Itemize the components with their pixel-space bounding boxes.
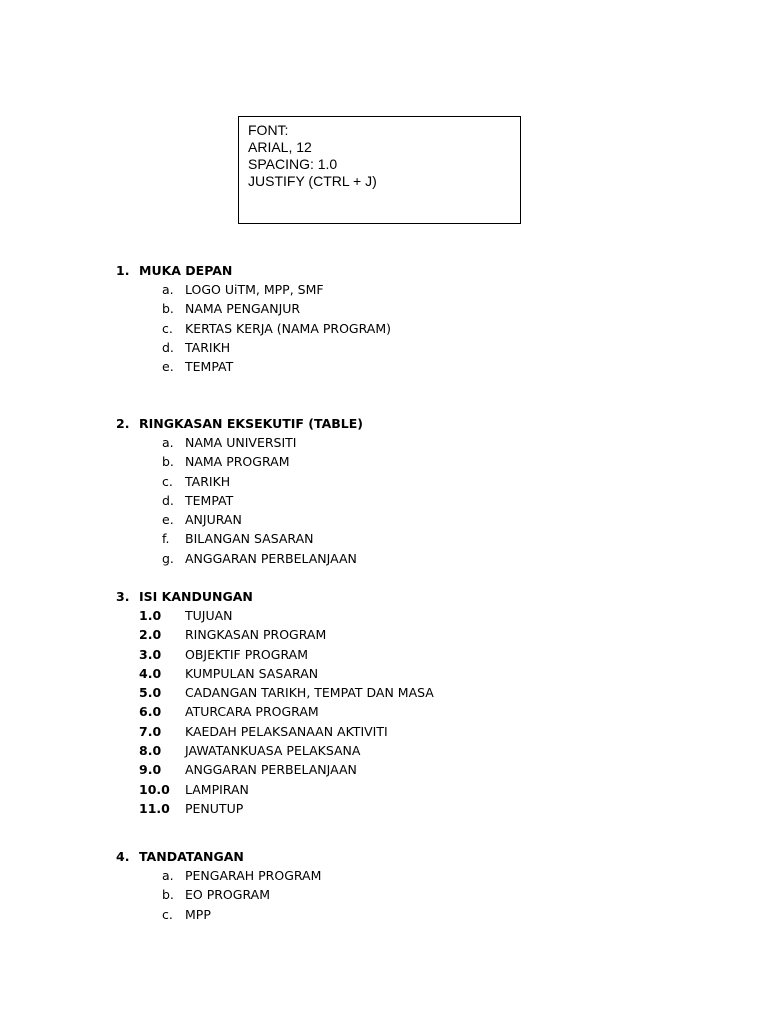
item-text: OBJEKTIF PROGRAM xyxy=(185,646,308,662)
section-title: ISI KANDUNGAN xyxy=(139,589,253,604)
section-heading xyxy=(0,847,768,866)
item-label: g. xyxy=(162,550,174,566)
item-text: LAMPIRAN xyxy=(185,781,249,797)
list-item xyxy=(0,885,768,904)
item-text: RINGKASAN PROGRAM xyxy=(185,627,327,643)
item-label: c. xyxy=(162,473,173,489)
item-text: KERTAS KERJA (NAMA PROGRAM) xyxy=(185,320,391,336)
item-label: d. xyxy=(162,339,174,355)
font-box-line: FONT: xyxy=(248,122,289,138)
item-text: ANGGARAN PERBELANJAAN xyxy=(185,550,357,566)
list-item xyxy=(0,319,768,338)
list-item xyxy=(0,299,768,318)
item-text: TARIKH xyxy=(185,339,231,355)
section-tandatangan xyxy=(0,847,768,924)
item-label: 10.0 xyxy=(139,781,170,797)
item-text: JAWATANKUASA PELAKSANA xyxy=(185,743,361,759)
item-label: a. xyxy=(162,868,174,883)
font-box-line: ARIAL, 12 xyxy=(248,139,312,155)
item-text: TEMPAT xyxy=(185,492,234,508)
item-label: a. xyxy=(162,435,174,450)
list-item xyxy=(0,722,768,741)
item-label: b. xyxy=(162,454,174,470)
section-number: 1. xyxy=(116,263,130,278)
section-number: 2. xyxy=(116,416,130,431)
item-text: TARIKH xyxy=(185,473,231,489)
list-item xyxy=(0,606,768,625)
item-label: a. xyxy=(162,282,174,297)
item-text: NAMA UNIVERSITI xyxy=(185,435,297,450)
list-item xyxy=(0,510,768,529)
list-item xyxy=(0,357,768,376)
list-item xyxy=(0,905,768,924)
list-item xyxy=(0,549,768,568)
item-label: 2.0 xyxy=(139,627,162,643)
list-item xyxy=(0,780,768,799)
item-text: KUMPULAN SASARAN xyxy=(185,665,319,681)
item-label: 8.0 xyxy=(139,743,162,759)
list-item xyxy=(0,866,768,885)
item-label: c. xyxy=(162,320,173,336)
list-item xyxy=(0,433,768,452)
list-item xyxy=(0,683,768,702)
item-label: 4.0 xyxy=(139,665,162,681)
item-label: e. xyxy=(162,359,174,375)
item-text: NAMA PENGANJUR xyxy=(185,301,301,317)
item-label: b. xyxy=(162,887,174,903)
item-text: NAMA PROGRAM xyxy=(185,454,290,470)
section-title: TANDATANGAN xyxy=(139,849,244,864)
list-item xyxy=(0,645,768,664)
item-label: c. xyxy=(162,906,173,922)
font-box-line: JUSTIFY (CTRL + J) xyxy=(248,173,377,189)
item-label: f. xyxy=(162,531,170,547)
font-instructions-box xyxy=(238,116,521,224)
item-label: 9.0 xyxy=(139,762,162,778)
font-box-line: SPACING: 1.0 xyxy=(248,156,338,172)
section-number: 4. xyxy=(116,849,130,864)
item-text: EO PROGRAM xyxy=(185,887,270,903)
list-item xyxy=(0,452,768,471)
list-item xyxy=(0,741,768,760)
list-item xyxy=(0,702,768,721)
section-ringkasan-eksekutif xyxy=(0,414,768,568)
section-heading xyxy=(0,261,768,280)
item-text: LOGO UiTM, MPP, SMF xyxy=(185,282,324,297)
item-label: 3.0 xyxy=(139,646,162,662)
item-text: ANJURAN xyxy=(185,512,242,528)
list-item xyxy=(0,760,768,779)
list-item xyxy=(0,491,768,510)
item-text: TUJUAN xyxy=(185,608,233,623)
item-label: 7.0 xyxy=(139,723,162,739)
section-heading xyxy=(0,587,768,606)
item-label: 6.0 xyxy=(139,704,162,720)
item-text: BILANGAN SASARAN xyxy=(185,531,314,547)
item-label: 11.0 xyxy=(139,800,170,816)
list-item xyxy=(0,529,768,548)
list-item xyxy=(0,472,768,491)
item-label: b. xyxy=(162,301,174,317)
list-item xyxy=(0,799,768,818)
section-title: MUKA DEPAN xyxy=(139,263,233,278)
list-item xyxy=(0,625,768,644)
section-heading xyxy=(0,414,768,433)
item-label: 1.0 xyxy=(139,608,162,623)
section-title: RINGKASAN EKSEKUTIF (TABLE) xyxy=(139,416,363,431)
item-text: PENGARAH PROGRAM xyxy=(185,868,322,883)
item-text: TEMPAT xyxy=(185,359,234,375)
item-label: e. xyxy=(162,512,174,528)
section-muka-depan xyxy=(0,261,768,376)
item-text: MPP xyxy=(185,906,211,922)
item-text: ATURCARA PROGRAM xyxy=(185,704,319,720)
section-number: 3. xyxy=(116,589,130,604)
item-label: 5.0 xyxy=(139,685,162,701)
list-item xyxy=(0,338,768,357)
item-label: d. xyxy=(162,492,174,508)
section-isi-kandungan xyxy=(0,587,768,818)
item-text: KAEDAH PELAKSANAAN AKTIVITI xyxy=(185,723,388,739)
list-item xyxy=(0,280,768,299)
item-text: CADANGAN TARIKH, TEMPAT DAN MASA xyxy=(185,685,434,701)
list-item xyxy=(0,664,768,683)
item-text: PENUTUP xyxy=(185,800,244,816)
item-text: ANGGARAN PERBELANJAAN xyxy=(185,762,357,778)
